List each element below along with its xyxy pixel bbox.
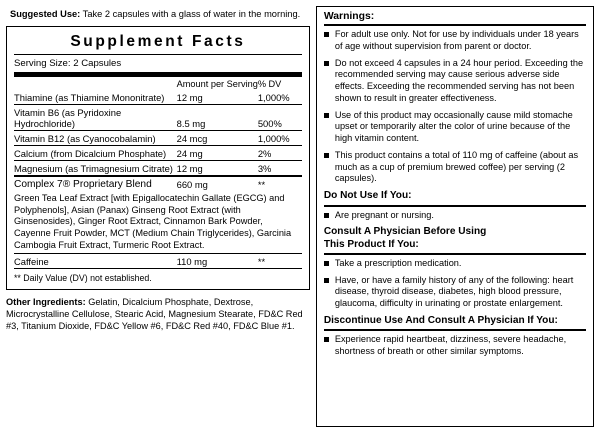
supplement-facts-panel (6, 26, 310, 290)
list-item: Use of this product may occasionally cause mild stomache upset or temporarily alter the color of urine because of the high vitamin content. (324, 110, 586, 145)
left-column (6, 6, 314, 429)
discontinue-list (324, 334, 586, 358)
caffeine-name: Caffeine (14, 254, 177, 269)
nutrient-amount: 12 mg (177, 161, 258, 177)
nutrient-dv: 1,000% (258, 131, 302, 146)
right-column (316, 6, 594, 429)
table-row (14, 161, 302, 177)
nutrient-amount: 8.5 mg (177, 105, 258, 131)
header-nutrient (14, 77, 177, 90)
serving-size: Serving Size: 2 Capsules (14, 58, 122, 70)
other-ingredients-text: Gelatin, Dicalcium Phosphate, Dextrose, Microcrystalline Cellulose, Stearic Acid, Magnesium Stearate, FD&C Red #3, Titanium Dioxide, FD&C Yellow #6, FD&C Red #40, FD&C Blue #1. (6, 297, 303, 331)
nutrient-amount: 12 mg (177, 90, 258, 105)
table-row (14, 146, 302, 161)
blend-name: Complex 7® Proprietary Blend (14, 178, 152, 190)
consult-physician-heading-line2: This Product If You: (323, 238, 419, 250)
nutrient-amount: 24 mcg (177, 131, 258, 146)
discontinue-heading: Discontinue Use And Consult A Physician If You: (323, 314, 558, 326)
other-ingredients-label: Other Ingredients: (6, 297, 86, 308)
divider-do-not-use (324, 205, 586, 207)
nutrient-name: Calcium (from Dicalcium Phosphate) (14, 146, 177, 161)
nutrient-name: Thiamine (as Thiamine Mononitrate) (14, 90, 177, 105)
suggested-use-text: Take 2 capsules with a glass of water in the morning. (80, 9, 301, 19)
table-row (14, 90, 302, 105)
table-header-row (14, 77, 302, 90)
table-row (14, 131, 302, 146)
nutrient-dv: 500% (258, 105, 302, 131)
nutrient-name: Vitamin B6 (as Pyridoxine Hydrochloride) (14, 105, 177, 131)
caffeine-row (14, 254, 302, 269)
list-item: This product contains a total of 110 mg of caffeine (about as much as a cup of premium brewed coffee) per serving (2 capsules). (324, 150, 586, 185)
blend-dv: ** (257, 178, 266, 190)
divider-discontinue (324, 329, 586, 331)
list-item: For adult use only. Not for use by individuals under 18 years of age without supervision from parent or doctor. (324, 29, 586, 53)
blend-description: Green Tea Leaf Extract [with Epigallocatechin Gallate (EGCG) and Polyphenols], Asian (Panax) Ginseng Root Extract (with Ginsenosides), Ginger Root Extract, Cinnamon Bark Powder, Cayenne Fruit Powder, MCT (Medium Chain Triglycerides), Garcinia Cambogia Fruit Extract, Turmeric Root Extract. (14, 192, 292, 250)
warnings-heading: Warnings: (324, 11, 586, 26)
header-amount: Amount per Serving (176, 78, 258, 89)
supplement-facts-table (14, 77, 302, 269)
supplement-facts-title: Supplement Facts (70, 33, 246, 51)
nutrient-amount: 24 mg (177, 146, 258, 161)
consult-physician-list (324, 258, 586, 310)
divider-under-title (14, 54, 302, 55)
header-dv: % DV (257, 78, 282, 89)
dv-footnote: ** Daily Value (DV) not established. (14, 273, 152, 284)
list-item: Have, or have a family history of any of the following: heart disease, thyroid disease, diabetes, high blood pressure, glaucoma, difficulty in urinating or prostate enlargement. (324, 275, 586, 310)
divider-consult-physician (324, 253, 586, 255)
warnings-panel (316, 6, 594, 427)
list-item: Experience rapid heartbeat, dizziness, severe headache, shortness of breath or other similar symptoms. (324, 334, 586, 358)
caffeine-amount: 110 mg (177, 254, 258, 269)
table-row (14, 105, 302, 131)
blend-description-row (14, 191, 302, 253)
other-ingredients (6, 297, 310, 333)
blend-row (14, 176, 302, 191)
caffeine-dv: ** (258, 254, 302, 269)
do-not-use-heading: Do Not Use If You: (323, 190, 412, 202)
blend-amount: 660 mg (176, 178, 208, 190)
suggested-use-label: Suggested Use: (10, 9, 81, 19)
nutrient-dv: 3% (258, 161, 302, 177)
suggested-use (10, 8, 308, 20)
list-item: Are pregnant or nursing. (324, 210, 586, 222)
do-not-use-list (324, 210, 586, 222)
nutrient-name: Magnesium (as Trimagnesium Citrate) (14, 161, 177, 177)
consult-physician-heading-line1: Consult A Physician Before Using (323, 226, 487, 238)
nutrient-dv: 2% (258, 146, 302, 161)
list-item: Take a prescription medication. (324, 258, 586, 270)
nutrient-dv: 1,000% (258, 90, 302, 105)
warnings-list (324, 29, 586, 185)
list-item: Do not exceed 4 capsules in a 24 hour period. Exceeding the recommended serving may cause serious adverse side effects. Exceeding the recommended serving has not been shown to result in greater effectiveness. (324, 58, 586, 105)
nutrient-name: Vitamin B12 (as Cyanocobalamin) (14, 131, 177, 146)
